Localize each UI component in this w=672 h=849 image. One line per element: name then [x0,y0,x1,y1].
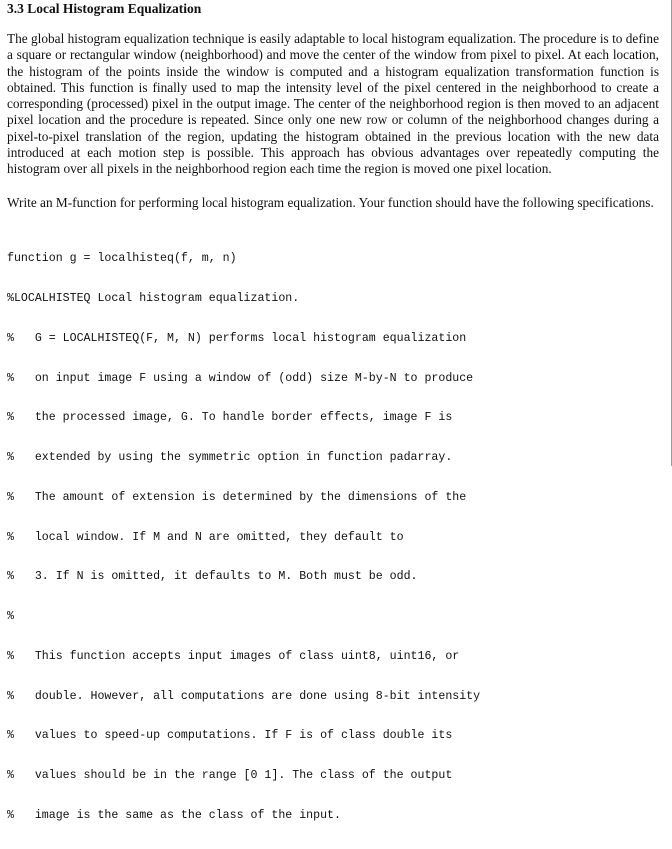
code-line: % G = LOCALHISTEQ(F, M, N) performs local histogram equalization [7,331,467,345]
code-line: % [7,610,14,624]
code-line: function g = localhisteq(f, m, n) [7,252,237,266]
code-line: % values should be in the range [0 1]. The class of the output [7,769,453,783]
code-line: % extended by using the symmetric option in function padarray. [7,451,453,465]
section-heading: 3.3 Local Histogram Equalization [7,1,202,16]
code-block [7,226,659,849]
code-line: % double. However, all computations are done using 8-bit intensity [7,689,481,703]
code-line: % values to speed-up computations. If F is of class double its [7,729,453,743]
code-line: % This function accepts input images of class uint8, uint16, or [7,649,460,663]
code-line: % image is the same as the class of the input. [7,808,341,822]
code-line: % on input image F using a window of (odd) size M-by-N to produce [7,371,474,385]
code-line: % 3. If N is omitted, it defaults to M. Both must be odd. [7,570,418,584]
intro-paragraph: The global histogram equalization technique is easily adaptable to local histogram equalization. The procedure is to define a square or rectangular window (neighborhood) and move the center of the window from pixel to pixel. At each location, the histogram of the points inside the window is computed and a histogram equalization transformation function is obtained. This function is finally used to map the intensity level of the pixel centered in the neighborhood to create a corresponding (processed) pixel in the output image. The center of the neighborhood region is then moved to an adjacent pixel location and the procedure is repeated. Since only one new row or column of the neighborhood changes during a pixel-to-pixel translation of the region, updating the histogram obtained in the previous location with the new data introduced at each motion step is possible. This approach has obvious advantages over repeatedly computing the histogram over all pixels in the neighborhood region each time the region is moved one pixel location. [7,31,659,177]
code-line: % the processed image, G. To handle border effects, image F is [7,411,453,425]
code-line: %LOCALHISTEQ Local histogram equalization. [7,292,300,306]
code-line: % The amount of extension is determined by the dimensions of the [7,490,467,504]
document-page [7,0,659,849]
code-line: % local window. If M and N are omitted, they default to [7,530,404,544]
task-paragraph: Write an M-function for performing local histogram equalization. Your function should have the following specifications. [7,194,654,210]
